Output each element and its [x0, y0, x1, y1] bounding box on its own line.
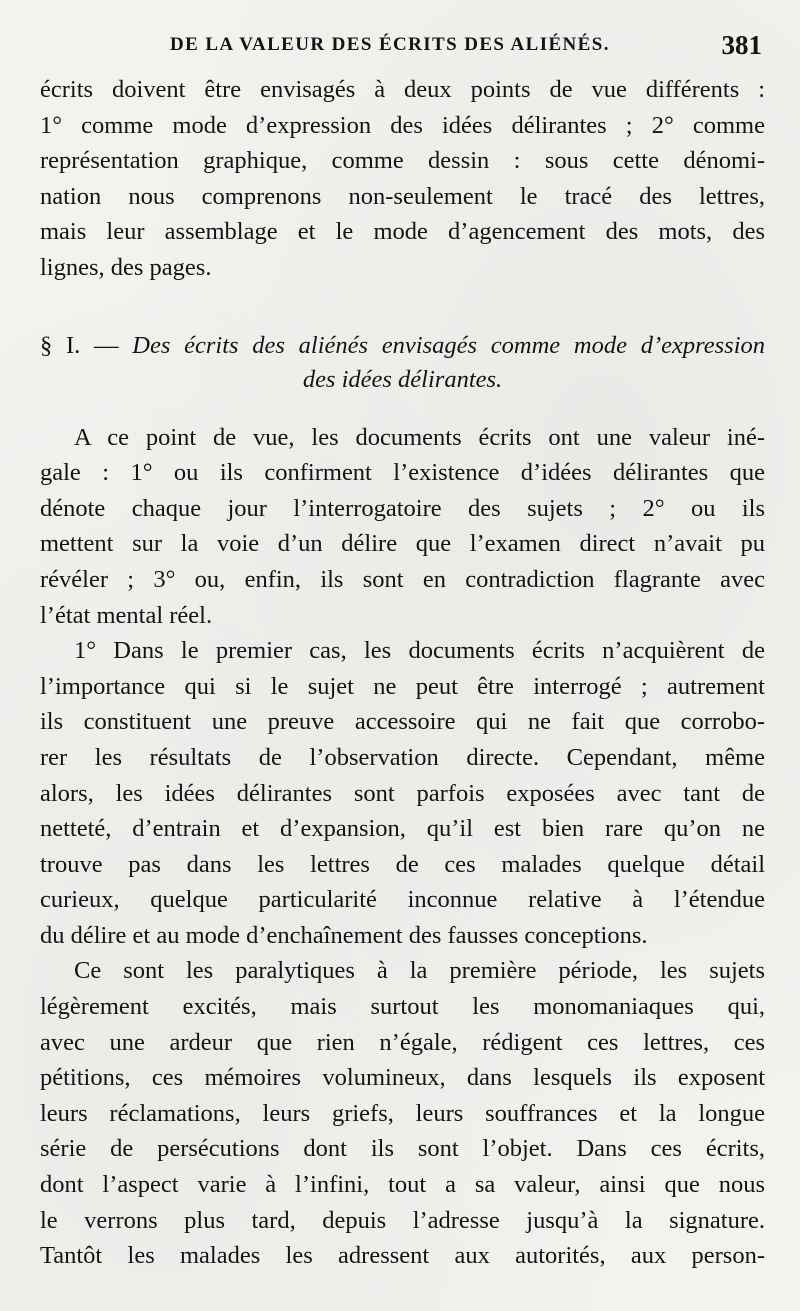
text-line: gale : 1° ou ils confirment l’existence d’idées délirantes que [40, 459, 765, 487]
text-line: mais leur assemblage et le mode d’agencement des mots, des [40, 218, 765, 246]
text-line: leurs réclamations, leurs griefs, leurs souffrances et la longue [40, 1099, 765, 1127]
section-title-part-1: Des écrits des aliénés envisagés comme mode d’expression [132, 331, 765, 359]
page-number: 381 [721, 30, 762, 60]
text-line: représentation graphique, comme dessin : sous cette dénomi- [40, 147, 765, 175]
text-line: ils constituent une preuve accessoire qui ne fait que corrobo- [40, 708, 765, 736]
text-line: du délire et au mode d’enchaînement des fausses conceptions. [40, 921, 648, 949]
text-line: écrits doivent être envisagés à deux points de vue différents : [40, 76, 765, 103]
spacer [40, 286, 765, 328]
text-line: dont l’aspect varie à l’infini, tout a sa valeur, ainsi que nous [40, 1171, 765, 1199]
text-line: 1° Dans le premier cas, les documents écrits n’acquièrent de [74, 637, 765, 665]
text-line: le verrons plus tard, depuis l’adresse jusqu’à la signature. [40, 1206, 765, 1234]
section-number: § I. — [40, 331, 119, 359]
paragraph-2 [40, 633, 765, 953]
paragraph-3 [40, 953, 765, 1273]
body-text [40, 72, 765, 1274]
text-line: alors, les idées délirantes sont parfois exposées avec tant de [40, 779, 765, 807]
text-line: netteté, d’entrain et d’expansion, qu’il est bien rare qu’on ne [40, 815, 765, 843]
text-line: nation nous comprenons non-seulement le tracé des lettres, [40, 182, 765, 210]
text-line: pétitions, ces mémoires volumineux, dans lesquels ils exposent [40, 1064, 765, 1092]
text-line: curieux, quelque particularité inconnue relative à l’étendue [40, 886, 765, 914]
text-line: l’importance qui si le sujet ne peut être interrogé ; autrement [40, 672, 765, 700]
text-line: A ce point de vue, les documents écrits ont une valeur iné- [74, 423, 765, 451]
text-line: 1° comme mode d’expression des idées délirantes ; 2° comme [40, 111, 765, 139]
spacer [40, 396, 765, 420]
section-title-part-2: des idées délirantes. [302, 365, 503, 393]
text-line: dénote chaque jour l’interrogatoire des sujets ; 2° ou ils [40, 494, 765, 522]
text-line: Tantôt les malades les adressent aux autorités, aux person- [40, 1242, 765, 1270]
section-heading [40, 328, 765, 396]
text-line: avec une ardeur que rien n’égale, rédigent ces lettres, ces [40, 1028, 765, 1056]
text-line: série de persécutions dont ils sont l’objet. Dans ces écrits, [40, 1135, 765, 1163]
running-title: DE LA VALEUR DES ÉCRITS DES ALIÉNÉS. [170, 34, 610, 55]
text-line: légèrement excités, mais surtout les monomaniaques qui, [40, 993, 765, 1021]
text-line: Ce sont les paralytiques à la première période, les sujets [74, 957, 765, 985]
text-line: lignes, des pages. [40, 253, 212, 281]
text-line: rer les résultats de l’observation directe. Cependant, même [40, 743, 765, 771]
text-line: mettent sur la voie d’un délire que l’examen direct n’avait pu [40, 530, 765, 558]
text-line: trouve pas dans les lettres de ces malades quelque détail [40, 850, 765, 878]
text-line: l’état mental réel. [40, 601, 213, 629]
paragraph-1 [40, 420, 765, 634]
intro-paragraph [40, 72, 765, 286]
section-heading-line [40, 328, 765, 362]
running-head [0, 30, 800, 70]
text-line: révéler ; 3° ou, enfin, ils sont en contradiction flagrante avec [40, 565, 765, 593]
